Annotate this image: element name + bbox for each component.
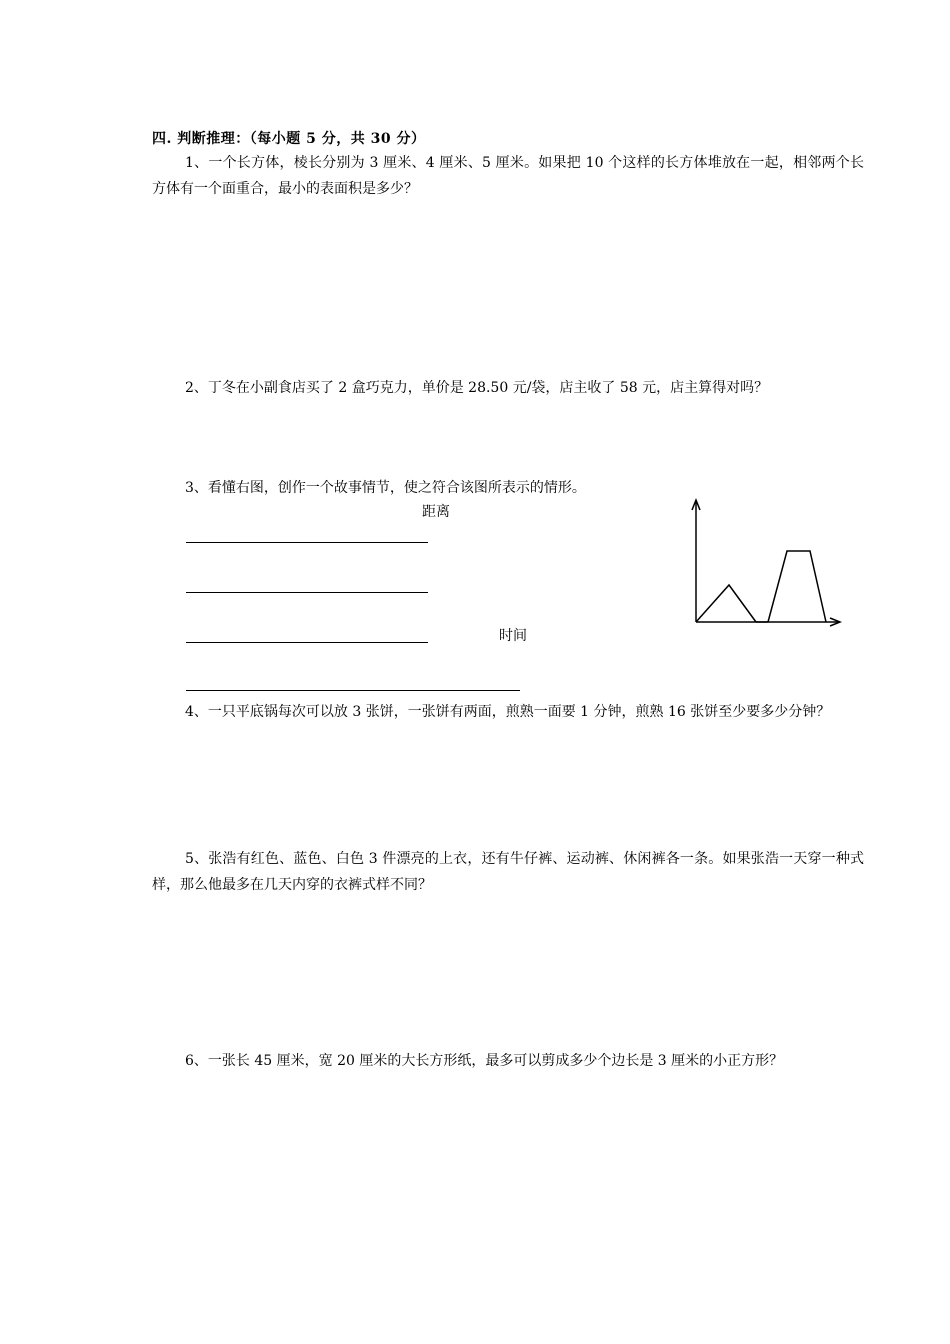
question-2: 2、丁冬在小副食店买了 2 盒巧克力，单价是 28.50 元/袋，店主收了 58 元，店主算得对吗？ xyxy=(185,380,769,396)
answer-line-1 xyxy=(186,542,428,543)
graph-x-label: 时间 xyxy=(499,628,527,644)
answer-line-4 xyxy=(186,690,520,691)
section-title: 四. 判断推理：（每小题 5 分，共 30 分） xyxy=(152,131,426,147)
question-3: 3、看懂右图，创作一个故事情节，使之符合该图所表示的情形。 xyxy=(185,480,586,496)
distance-time-graph xyxy=(688,496,844,630)
answer-line-3 xyxy=(186,642,428,643)
question-1: 1、一个长方体，棱长分别为 3 厘米、4 厘米、5 厘米。如果把 10 个这样的长方体堆放在一起，相邻两个长方体有一个面重合，最小的表面积是多少？ xyxy=(152,155,864,197)
graph-trip-1 xyxy=(696,585,756,622)
question-5: 5、张浩有红色、蓝色、白色 3 件漂亮的上衣，还有牛仔裤、运动裤、休闲裤各一条。如果张浩一天穿一种式样，那么他最多在几天内穿的衣裤式样不同？ xyxy=(152,851,864,893)
answer-line-2 xyxy=(186,592,428,593)
question-6: 6、一张长 45 厘米，宽 20 厘米的大长方形纸，最多可以剪成多少个边长是 3 厘米的小正方形？ xyxy=(185,1053,784,1069)
question-4: 4、一只平底锅每次可以放 3 张饼，一张饼有两面，煎熟一面要 1 分钟，煎熟 16 张饼至少要多少分钟？ xyxy=(185,704,831,720)
graph-trip-2 xyxy=(768,551,826,622)
graph-y-label: 距离 xyxy=(422,504,450,520)
